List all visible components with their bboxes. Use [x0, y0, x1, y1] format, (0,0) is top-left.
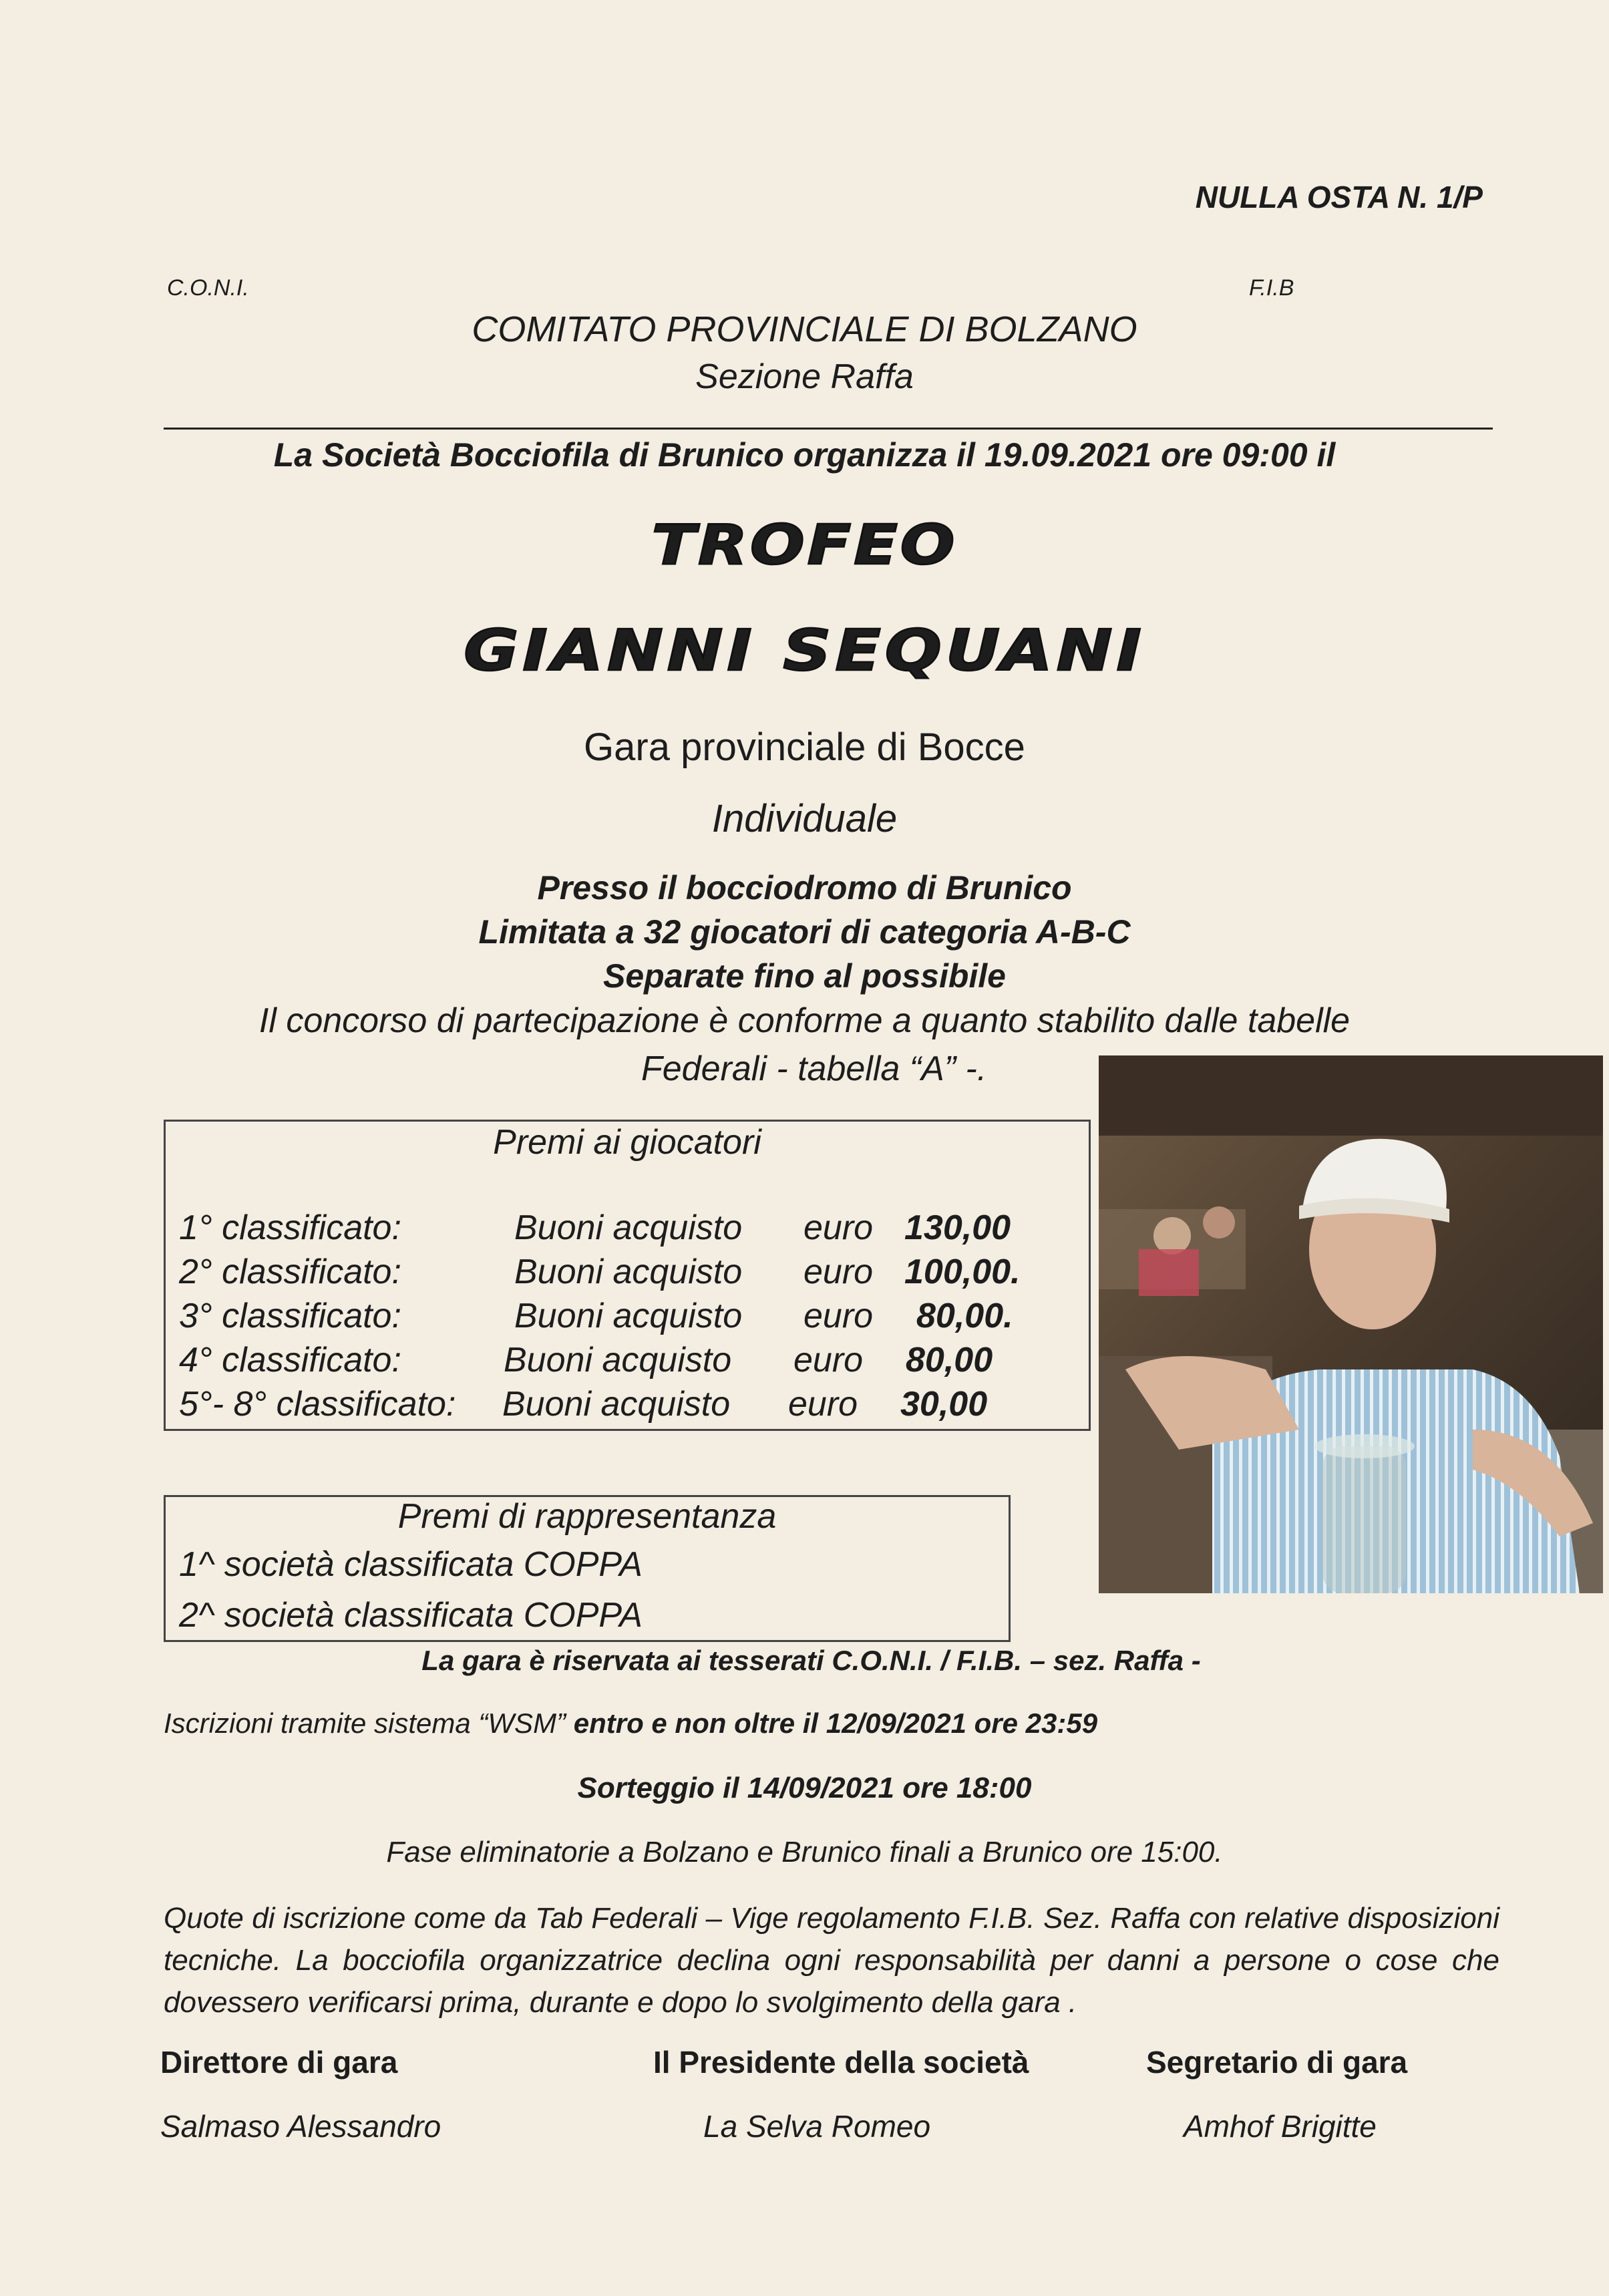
player-prizes-title: Premi ai giocatori [493, 1123, 761, 1162]
signature-name-secretary: Amhof Brigitte [1184, 2109, 1377, 2144]
draw-date: Sorteggio il 14/09/2021 ore 18:00 [577, 1772, 1032, 1804]
signature-role-president: Il Presidente della società [653, 2045, 1029, 2080]
prize-desc: Buoni acquisto [502, 1385, 731, 1424]
representation-prizes-title: Premi di rappresentanza [397, 1497, 777, 1536]
prize-place: 3° classificato: [179, 1297, 401, 1335]
representation-row: 1^ società classificata COPPA [179, 1545, 643, 1584]
player-limit: Limitata a 32 giocatori di categoria A-B-C [478, 913, 1131, 951]
signature-role-secretary: Segretario di gara [1146, 2045, 1408, 2080]
prize-place: 2° classificato: [179, 1253, 401, 1291]
phase-note: Fase eliminatorie a Bolzano e Brunico finali a Brunico ore 15:00. [386, 1836, 1223, 1868]
event-venue: Presso il bocciodromo di Brunico [537, 869, 1072, 907]
signature-role-director: Direttore di gara [160, 2045, 398, 2080]
player-photo [1099, 1055, 1603, 1593]
prize-place: 4° classificato: [179, 1341, 401, 1379]
registration-deadline: entro e non oltre il 12/09/2021 ore 23:59 [566, 1707, 1098, 1739]
prize-desc: Buoni acquisto [504, 1341, 732, 1379]
separation-note: Separate fino al possibile [603, 957, 1006, 995]
signature-name-director: Salmaso Alessandro [160, 2109, 441, 2144]
fib-label: F.I.B [1249, 275, 1294, 301]
prize-desc: Buoni acquisto [514, 1253, 743, 1291]
signature-name-president: La Selva Romeo [703, 2109, 931, 2144]
prize-amount: 80,00 [906, 1341, 993, 1379]
prize-currency: euro [803, 1297, 874, 1335]
trophy-title: TROFEO [651, 513, 958, 577]
prize-place: 1° classificato: [179, 1208, 401, 1247]
concorso-line-1: Il concorso di partecipazione è conforme a quanto stabilito dalle tabelle [258, 1001, 1351, 1040]
representation-row: 2^ società classificata COPPA [179, 1596, 643, 1635]
registration-method: Iscrizioni tramite sistema “WSM” [164, 1707, 566, 1739]
prize-amount: 80,00. [916, 1297, 1013, 1335]
prize-amount: 30,00 [900, 1385, 988, 1424]
prize-currency: euro [803, 1253, 874, 1291]
fees-disclaimer: Quote di iscrizione come da Tab Federali – Vige regolamento F.I.B. Sez. Raffa con relative disposizioni tecniche. La bocciofila organizzatrice declina ogni responsabilità per danni a persone o cose che dovessero verificarsi prima, durante e dopo lo svolgimento della gara . [164, 1902, 1499, 2019]
prize-amount: 130,00 [904, 1208, 1011, 1247]
organizer-line: La Società Bocciofila di Brunico organizza il 19.09.2021 ore 09:00 il [273, 436, 1336, 474]
event-type: Individuale [711, 797, 898, 840]
prize-desc: Buoni acquisto [514, 1208, 743, 1247]
trophy-name: GIANNI SEQUANI [464, 617, 1145, 684]
section-heading: Sezione Raffa [695, 357, 914, 396]
prize-amount: 100,00. [904, 1253, 1021, 1291]
coni-label: C.O.N.I. [167, 275, 249, 301]
committee-heading: COMITATO PROVINCIALE DI BOLZANO [472, 309, 1137, 349]
header-divider [164, 428, 1493, 430]
portrait-illustration [1099, 1055, 1603, 1593]
prize-currency: euro [803, 1208, 874, 1247]
prize-place: 5°- 8° classificato: [179, 1385, 456, 1424]
concorso-line-2: Federali - tabella “A” -. [641, 1049, 987, 1088]
prize-currency: euro [788, 1385, 858, 1424]
nulla-osta-number: NULLA OSTA N. 1/P [1195, 180, 1483, 214]
event-subtitle: Gara provinciale di Bocce [584, 725, 1025, 769]
eligibility-note: La gara è riservata ai tesserati C.O.N.I. / F.I.B. – sez. Raffa - [421, 1645, 1201, 1676]
prize-currency: euro [793, 1341, 864, 1379]
prize-desc: Buoni acquisto [514, 1297, 743, 1335]
registration-note [164, 1707, 1097, 1740]
